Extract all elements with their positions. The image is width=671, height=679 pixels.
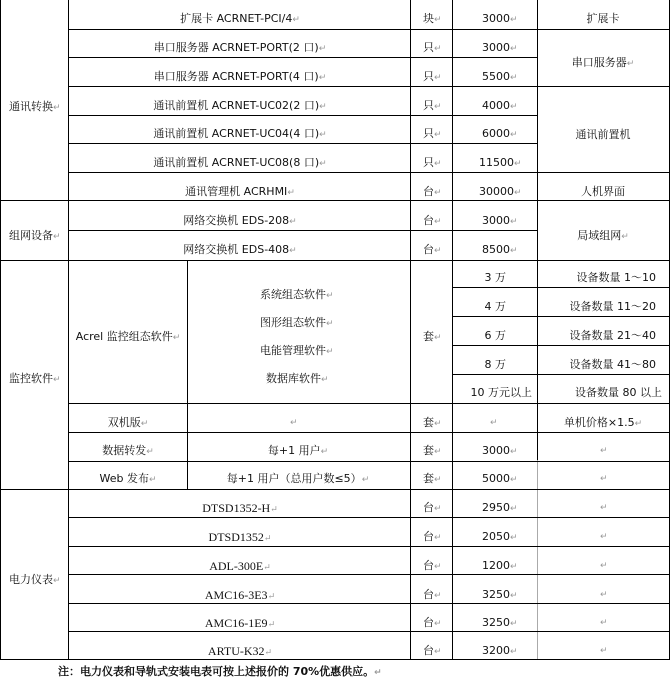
row-7-name: 网络交换机 EDS-208↵ [183,214,297,227]
footnote: 注：电力仪表和导轨式安装电表可按上述报价的 70%优惠供应。↵ [58,665,382,678]
row-1-name: 串口服务器 ACRNET-PORT(2 口)↵ [153,41,327,54]
tier-3-price: 6 万 [484,329,506,342]
row-8-price: 8500↵ [482,243,518,256]
software-name: Acrel 监控组态软件↵ [75,330,181,343]
tier-4-price: 8 万 [484,358,506,371]
tier-2-note: 设备数量 11～20 [569,300,656,313]
software-module-4: 数据库软件↵ [266,372,329,385]
row-6-unit: 台↵ [423,185,442,198]
row-1-unit: 只↵ [423,41,442,54]
meter-4-name: AMC16-3E3↵ [204,588,276,602]
row-7-price: 3000↵ [482,214,518,227]
meter-1-name: DTSD1352-H↵ [202,501,278,515]
dual-name: 双机版↵ [107,416,149,429]
tier-5-price: 10 万元以上 [470,386,532,399]
row-0-note: 扩展卡 [586,12,620,25]
group-comm: 通讯转换↵ [9,100,61,113]
software-module-1: 系统组态软件↵ [260,288,334,301]
row-3-unit: 只↵ [423,99,442,112]
software-module-2: 图形组态软件↵ [260,316,334,329]
group-meters: 电力仪表↵ [9,573,61,586]
note-uc: 通讯前置机 [575,128,631,141]
meter-5-unit: 台↵ [423,616,442,629]
meter-3-unit: 台↵ [423,559,442,572]
row-8-name: 网络交换机 EDS-408↵ [183,243,297,256]
meter-4-note-mark: ↵ [600,590,608,600]
note-lan: 局域组网↵ [577,229,629,242]
meter-4-unit: 台↵ [423,588,442,601]
meter-5-price: 3250↵ [482,616,518,629]
row-6-name: 通讯管理机 ACRHMI↵ [185,185,295,198]
web-price: 5000↵ [482,472,518,485]
tier-5-note: 设备数量 80 以上 [575,386,662,399]
row-7-unit: 台↵ [423,214,442,227]
meter-1-note-mark: ↵ [600,503,608,513]
meter-5-name: AMC16-1E9↵ [204,616,276,630]
group-net: 组网设备↵ [9,229,61,242]
dual-unit: 套↵ [423,416,442,429]
row-0-unit: 块↵ [423,12,442,25]
row-0-name: 扩展卡 ACRNET-PCI/4↵ [180,12,300,25]
group-software: 监控软件↵ [9,372,61,385]
meter-3-price: 1200↵ [482,559,518,572]
dual-spec-mark: ↵ [290,418,298,428]
row-8-unit: 台↵ [423,243,442,256]
meter-6-name: ARTU-K32↵ [207,644,273,658]
meter-2-unit: 台↵ [423,530,442,543]
meter-3-note-mark: ↵ [600,561,608,571]
tier-3-note: 设备数量 21～40 [569,329,656,342]
meter-5-note-mark: ↵ [600,618,608,628]
tier-2-price: 4 万 [484,300,506,313]
meter-3-name: ADL-300E↵ [209,559,271,573]
web-name: Web 发布↵ [99,472,157,485]
forward-unit: 套↵ [423,444,442,457]
row-4-name: 通讯前置机 ACRNET-UC04(4 口)↵ [153,127,327,140]
dual-price-mark: ↵ [490,418,498,428]
dual-note: 单机价格×1.5↵ [563,416,643,429]
web-note-mark: ↵ [600,474,608,484]
meter-2-name: DTSD1352↵ [208,530,272,544]
forward-price: 3000↵ [482,444,518,457]
meter-1-price: 2950↵ [482,501,518,514]
tier-4-note: 设备数量 41～80 [569,358,656,371]
row-3-name: 通讯前置机 ACRNET-UC02(2 口)↵ [153,99,327,112]
forward-note-mark: ↵ [600,446,608,456]
meter-2-note-mark: ↵ [600,532,608,542]
meter-1-unit: 台↵ [423,501,442,514]
row-5-name: 通讯前置机 ACRNET-UC08(8 口)↵ [153,156,327,169]
meter-4-price: 3250↵ [482,588,518,601]
note-port: 串口服务器↵ [571,56,635,69]
row-0-price: 3000↵ [482,12,518,25]
web-spec: 每+1 用户（总用户数≤5）↵ [226,472,370,485]
row-6-price: 30000↵ [479,185,522,198]
row-4-price: 6000↵ [482,127,518,140]
meter-6-unit: 台↵ [423,644,442,657]
tier-1-price: 3 万 [484,271,506,284]
software-unit: 套↵ [423,330,442,343]
meter-6-price: 3200↵ [482,644,518,657]
row-6-note: 人机界面 [581,185,625,198]
row-5-unit: 只↵ [423,156,442,169]
software-module-3: 电能管理软件↵ [260,344,334,357]
row-1-price: 3000↵ [482,41,518,54]
row-2-name: 串口服务器 ACRNET-PORT(4 口)↵ [153,70,327,83]
forward-spec: 每+1 用户↵ [267,444,329,457]
row-5-price: 11500↵ [479,156,522,169]
meter-2-price: 2050↵ [482,530,518,543]
row-2-price: 5500↵ [482,70,518,83]
web-unit: 套↵ [423,472,442,485]
row-4-unit: 只↵ [423,127,442,140]
meter-6-note-mark: ↵ [600,646,608,656]
row-2-unit: 只↵ [423,70,442,83]
forward-name: 数据转发↵ [102,444,154,457]
tier-1-note: 设备数量 1～10 [576,271,656,284]
row-3-price: 4000↵ [482,99,518,112]
